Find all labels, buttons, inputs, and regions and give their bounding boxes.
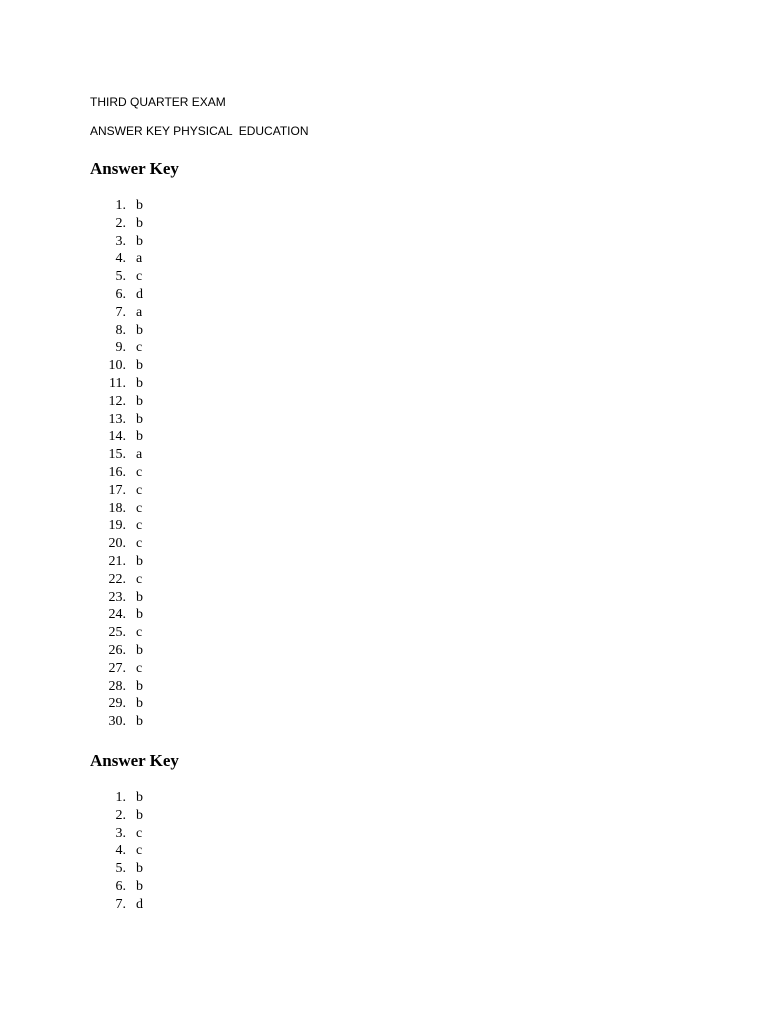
answer-item: [90, 233, 179, 251]
item-spacer: [126, 464, 136, 482]
item-answer: b: [136, 642, 143, 658]
item-number: 2.: [115, 807, 126, 823]
item-answer: c: [136, 500, 143, 516]
item-spacer: [126, 428, 136, 446]
item-number: 28.: [108, 678, 126, 694]
item-answer: c: [136, 825, 143, 841]
answer-item: [90, 215, 179, 233]
item-number: 1.: [115, 790, 126, 805]
answer-item: [90, 553, 179, 571]
item-answer: b: [136, 807, 143, 823]
answer-item: [90, 482, 179, 500]
item-spacer: [126, 286, 136, 304]
item-answer: b: [136, 233, 143, 249]
item-spacer: [126, 789, 136, 807]
answer-item: [90, 250, 179, 268]
item-answer: b: [136, 790, 143, 805]
item-number: 20.: [108, 536, 126, 552]
answer-item: [90, 304, 179, 322]
item-answer: c: [136, 482, 143, 498]
item-answer: b: [136, 429, 143, 445]
item-spacer: [126, 660, 136, 678]
answer-list: [90, 197, 179, 731]
item-spacer: [126, 268, 136, 286]
item-number: 9.: [115, 340, 126, 356]
answer-item: [90, 678, 179, 696]
item-number: 16.: [108, 464, 126, 480]
item-number: 13.: [108, 411, 126, 427]
item-spacer: [126, 339, 136, 357]
item-number: 6.: [115, 878, 126, 894]
item-answer: b: [136, 607, 143, 623]
item-spacer: [126, 713, 136, 731]
answer-item: [90, 571, 179, 589]
item-spacer: [126, 589, 136, 607]
item-answer: b: [136, 375, 143, 391]
answer-item: [90, 393, 179, 411]
document-title: THIRD QUARTER EXAM: [90, 95, 226, 109]
answer-item: [90, 500, 179, 518]
section-heading: Answer Key: [90, 751, 179, 770]
item-number: 3.: [115, 233, 126, 249]
item-spacer: [126, 233, 136, 251]
item-answer: b: [136, 878, 143, 894]
answer-item: [90, 268, 179, 286]
item-answer: b: [136, 322, 143, 338]
answer-item: [90, 860, 179, 878]
item-number: 22.: [108, 571, 126, 587]
item-spacer: [126, 322, 136, 340]
answer-item: [90, 896, 179, 914]
item-spacer: [126, 860, 136, 878]
item-answer: b: [136, 393, 143, 409]
answer-item: [90, 807, 179, 825]
answer-item: [90, 695, 179, 713]
item-spacer: [126, 878, 136, 896]
item-number: 15.: [108, 447, 126, 463]
answer-item: [90, 339, 179, 357]
item-number: 21.: [108, 553, 126, 569]
item-spacer: [126, 357, 136, 375]
item-answer: b: [136, 714, 143, 730]
item-answer: b: [136, 553, 143, 569]
item-spacer: [126, 695, 136, 713]
document-subtitle: ANSWER KEY PHYSICAL EDUCATION: [90, 124, 309, 138]
item-number: 19.: [108, 518, 126, 534]
item-answer: a: [136, 447, 143, 463]
item-number: 24.: [108, 607, 126, 623]
item-spacer: [126, 624, 136, 642]
item-number: 14.: [108, 429, 126, 445]
item-answer: d: [136, 286, 143, 302]
item-number: 26.: [108, 642, 126, 658]
answer-item: [90, 825, 179, 843]
answer-item: [90, 357, 179, 375]
item-number: 5.: [115, 269, 126, 285]
answer-item: [90, 322, 179, 340]
item-number: 4.: [115, 251, 126, 267]
item-number: 5.: [115, 861, 126, 877]
item-number: 8.: [115, 322, 126, 338]
item-number: 29.: [108, 696, 126, 712]
section-heading: Answer Key: [90, 159, 179, 178]
item-number: 17.: [108, 482, 126, 498]
answer-item: [90, 535, 179, 553]
item-spacer: [126, 842, 136, 860]
answer-list: [90, 789, 179, 914]
item-answer: b: [136, 198, 143, 213]
item-spacer: [126, 807, 136, 825]
answer-item: [90, 446, 179, 464]
item-spacer: [126, 825, 136, 843]
item-number: 23.: [108, 589, 126, 605]
answer-item: [90, 642, 179, 660]
item-number: 7.: [115, 304, 126, 320]
answer-item: [90, 375, 179, 393]
item-number: 25.: [108, 625, 126, 641]
item-number: 18.: [108, 500, 126, 516]
item-answer: a: [136, 304, 143, 320]
item-spacer: [126, 375, 136, 393]
item-number: 10.: [108, 358, 126, 374]
item-spacer: [126, 446, 136, 464]
item-number: 6.: [115, 286, 126, 302]
item-number: 11.: [109, 375, 126, 391]
answer-item: [90, 789, 179, 807]
item-answer: c: [136, 269, 143, 285]
item-number: 30.: [108, 714, 126, 730]
answer-item: [90, 286, 179, 304]
item-spacer: [126, 482, 136, 500]
item-spacer: [126, 215, 136, 233]
item-spacer: [126, 678, 136, 696]
item-number: 2.: [115, 215, 126, 231]
item-spacer: [126, 250, 136, 268]
answer-item: [90, 878, 179, 896]
item-spacer: [126, 553, 136, 571]
item-answer: b: [136, 411, 143, 427]
item-answer: b: [136, 358, 143, 374]
item-spacer: [126, 642, 136, 660]
item-number: 4.: [115, 843, 126, 859]
item-answer: c: [136, 536, 143, 552]
item-answer: b: [136, 589, 143, 605]
item-answer: c: [136, 464, 143, 480]
item-number: 7.: [115, 896, 126, 912]
item-answer: c: [136, 571, 143, 587]
answer-item: [90, 517, 179, 535]
item-answer: d: [136, 896, 143, 912]
item-answer: c: [136, 625, 143, 641]
answer-key-section-2: [90, 750, 179, 914]
answer-item: [90, 197, 179, 215]
item-spacer: [126, 606, 136, 624]
item-spacer: [126, 197, 136, 215]
item-answer: b: [136, 215, 143, 231]
answer-item: [90, 411, 179, 429]
item-spacer: [126, 500, 136, 518]
item-answer: b: [136, 861, 143, 877]
answer-item: [90, 660, 179, 678]
item-spacer: [126, 304, 136, 322]
item-spacer: [126, 411, 136, 429]
item-answer: b: [136, 696, 143, 712]
item-number: 27.: [108, 660, 126, 676]
item-answer: a: [136, 251, 143, 267]
answer-item: [90, 713, 179, 731]
item-number: 1.: [115, 198, 126, 213]
answer-item: [90, 606, 179, 624]
answer-item: [90, 464, 179, 482]
item-answer: c: [136, 518, 143, 534]
item-spacer: [126, 535, 136, 553]
item-number: 3.: [115, 825, 126, 841]
item-answer: b: [136, 678, 143, 694]
item-spacer: [126, 571, 136, 589]
answer-key-section-1: [90, 158, 179, 731]
answer-item: [90, 428, 179, 446]
answer-item: [90, 589, 179, 607]
item-spacer: [126, 393, 136, 411]
item-answer: c: [136, 843, 143, 859]
item-spacer: [126, 896, 136, 914]
item-spacer: [126, 517, 136, 535]
answer-item: [90, 624, 179, 642]
item-answer: c: [136, 340, 143, 356]
item-number: 12.: [108, 393, 126, 409]
item-answer: c: [136, 660, 143, 676]
answer-item: [90, 842, 179, 860]
